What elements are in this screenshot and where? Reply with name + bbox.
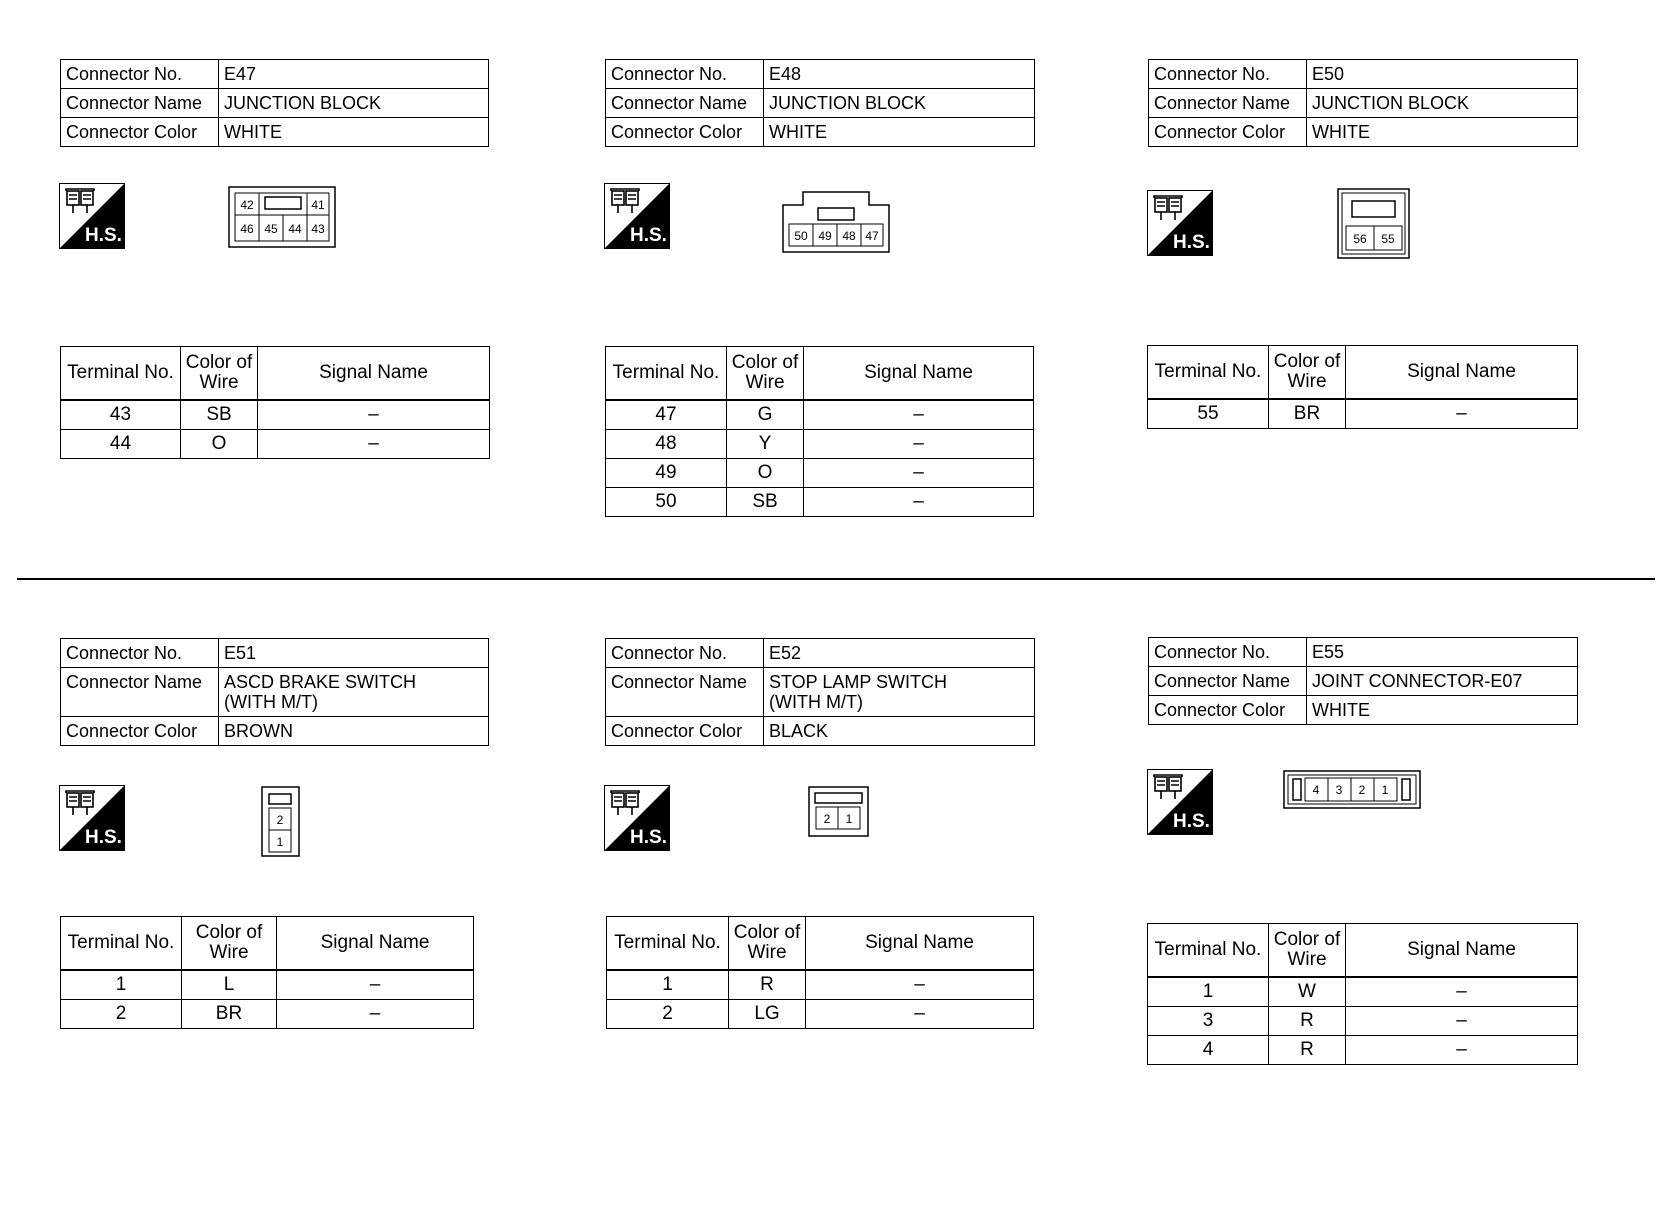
connector-name-label: Connector Name	[61, 668, 219, 717]
connector-face-diagram	[261, 786, 301, 858]
connector-no-label: Connector No.	[606, 60, 764, 89]
signal-name-header: Signal Name	[1346, 924, 1578, 978]
pin-label: 4	[1312, 783, 1320, 797]
connector-no-label: Connector No.	[61, 639, 219, 668]
connector-color-label: Connector Color	[61, 118, 219, 147]
table-row: 2 LG –	[607, 1000, 1034, 1029]
connector-name-value: JOINT CONNECTOR-E07	[1307, 667, 1578, 696]
table-row: 47 G –	[606, 400, 1034, 430]
connector-name-label: Connector Name	[1149, 667, 1307, 696]
connector-name-label: Connector Name	[606, 668, 764, 717]
connector-no-label: Connector No.	[606, 639, 764, 668]
harness-side-icon	[604, 183, 670, 249]
connector-face-diagram	[228, 186, 338, 250]
terminal-table	[605, 346, 1034, 517]
pin-label: 1	[845, 812, 853, 826]
wire-color-header: Color of Wire	[181, 347, 258, 401]
connector-color-label: Connector Color	[1149, 696, 1307, 725]
table-row: 4 R –	[1148, 1036, 1578, 1065]
signal-name-header: Signal Name	[1346, 346, 1578, 400]
connector-face-diagram	[1337, 188, 1411, 260]
wire-color-header: Color of Wire	[1269, 924, 1346, 978]
connector-info-table	[605, 638, 1035, 746]
harness-side-icon	[604, 785, 670, 851]
connector-info-table	[1148, 637, 1578, 725]
connector-no-label: Connector No.	[1149, 60, 1307, 89]
hs-label: H.S.	[85, 225, 122, 246]
terminal-no-header: Terminal No.	[607, 917, 729, 971]
connector-no-label: Connector No.	[1149, 638, 1307, 667]
signal-name-header: Signal Name	[258, 347, 490, 401]
wire-color-header: Color of Wire	[729, 917, 806, 971]
pin-label: 1	[1381, 783, 1389, 797]
table-row: 48 Y –	[606, 430, 1034, 459]
signal-name-header: Signal Name	[804, 347, 1034, 401]
connector-no-value: E55	[1307, 638, 1578, 667]
table-row: 50 SB –	[606, 488, 1034, 517]
connector-name-label: Connector Name	[606, 89, 764, 118]
harness-side-icon	[1147, 190, 1213, 256]
connector-no-value: E47	[219, 60, 489, 89]
pin-label: 46	[240, 222, 254, 236]
pin-label: 49	[818, 229, 832, 243]
connector-color-label: Connector Color	[61, 717, 219, 746]
connector-color-value: WHITE	[1307, 696, 1578, 725]
hs-label: H.S.	[1173, 232, 1210, 253]
pin-label: 56	[1353, 232, 1367, 246]
terminal-no-header: Terminal No.	[1148, 346, 1269, 400]
pin-label: 44	[288, 222, 302, 236]
connector-color-value: BLACK	[764, 717, 1035, 746]
harness-side-icon	[59, 183, 125, 249]
table-row: 49 O –	[606, 459, 1034, 488]
connector-name-label: Connector Name	[1149, 89, 1307, 118]
wire-color-header: Color of Wire	[727, 347, 804, 401]
table-row: 1 L –	[61, 970, 474, 1000]
connector-color-label: Connector Color	[606, 118, 764, 147]
pin-label: 50	[794, 229, 808, 243]
connector-face-diagram	[808, 786, 870, 838]
table-row: 1 R –	[607, 970, 1034, 1000]
signal-name-header: Signal Name	[806, 917, 1034, 971]
connector-name-value: JUNCTION BLOCK	[764, 89, 1035, 118]
terminal-table	[1147, 345, 1578, 429]
connector-info-table	[605, 59, 1035, 147]
pin-label: 2	[1358, 783, 1366, 797]
terminal-table	[60, 916, 474, 1029]
wire-color-header: Color of Wire	[182, 917, 277, 971]
pin-label: 42	[240, 198, 254, 212]
hs-label: H.S.	[630, 225, 667, 246]
connector-no-value: E51	[219, 639, 489, 668]
terminal-table	[60, 346, 490, 459]
connector-color-value: WHITE	[1307, 118, 1578, 147]
connector-color-value: BROWN	[219, 717, 489, 746]
connector-name-label: Connector Name	[61, 89, 219, 118]
connector-face-diagram	[1283, 770, 1423, 810]
connector-name-value: JUNCTION BLOCK	[1307, 89, 1578, 118]
table-row: 2 BR –	[61, 1000, 474, 1029]
signal-name-header: Signal Name	[277, 917, 474, 971]
connector-color-value: WHITE	[764, 118, 1035, 147]
connector-face-diagram	[781, 191, 893, 255]
harness-side-icon	[1147, 769, 1213, 835]
connector-name-value: JUNCTION BLOCK	[219, 89, 489, 118]
pin-label: 48	[842, 229, 856, 243]
terminal-no-header: Terminal No.	[1148, 924, 1269, 978]
connector-no-value: E50	[1307, 60, 1578, 89]
connector-info-table	[60, 638, 489, 746]
pin-label: 45	[264, 222, 278, 236]
connector-no-value: E52	[764, 639, 1035, 668]
wire-color-header: Color of Wire	[1269, 346, 1346, 400]
pin-label: 55	[1381, 232, 1395, 246]
terminal-no-header: Terminal No.	[61, 917, 182, 971]
hs-label: H.S.	[85, 827, 122, 848]
table-row: 55 BR –	[1148, 399, 1578, 429]
harness-side-icon	[59, 785, 125, 851]
pin-label: 43	[311, 222, 325, 236]
connector-color-label: Connector Color	[1149, 118, 1307, 147]
pin-label: 3	[1335, 783, 1343, 797]
connector-color-value: WHITE	[219, 118, 489, 147]
section-divider	[17, 578, 1655, 580]
pin-label: 47	[865, 229, 879, 243]
terminal-table	[606, 916, 1034, 1029]
connector-name-value: STOP LAMP SWITCH (WITH M/T)	[764, 668, 1035, 717]
hs-label: H.S.	[630, 827, 667, 848]
hs-label: H.S.	[1173, 811, 1210, 832]
connector-no-value: E48	[764, 60, 1035, 89]
connector-name-value: ASCD BRAKE SWITCH (WITH M/T)	[219, 668, 489, 717]
terminal-no-header: Terminal No.	[606, 347, 727, 401]
pin-label: 2	[276, 813, 284, 827]
pin-label: 2	[823, 812, 831, 826]
connector-no-label: Connector No.	[61, 60, 219, 89]
table-row: 44 O –	[61, 430, 490, 459]
terminal-table	[1147, 923, 1578, 1065]
connector-info-table	[1148, 59, 1578, 147]
table-row: 1 W –	[1148, 977, 1578, 1007]
connector-info-table	[60, 59, 489, 147]
terminal-no-header: Terminal No.	[61, 347, 181, 401]
table-row: 43 SB –	[61, 400, 490, 430]
pin-label: 41	[311, 198, 325, 212]
connector-color-label: Connector Color	[606, 717, 764, 746]
pin-label: 1	[276, 835, 284, 849]
table-row: 3 R –	[1148, 1007, 1578, 1036]
